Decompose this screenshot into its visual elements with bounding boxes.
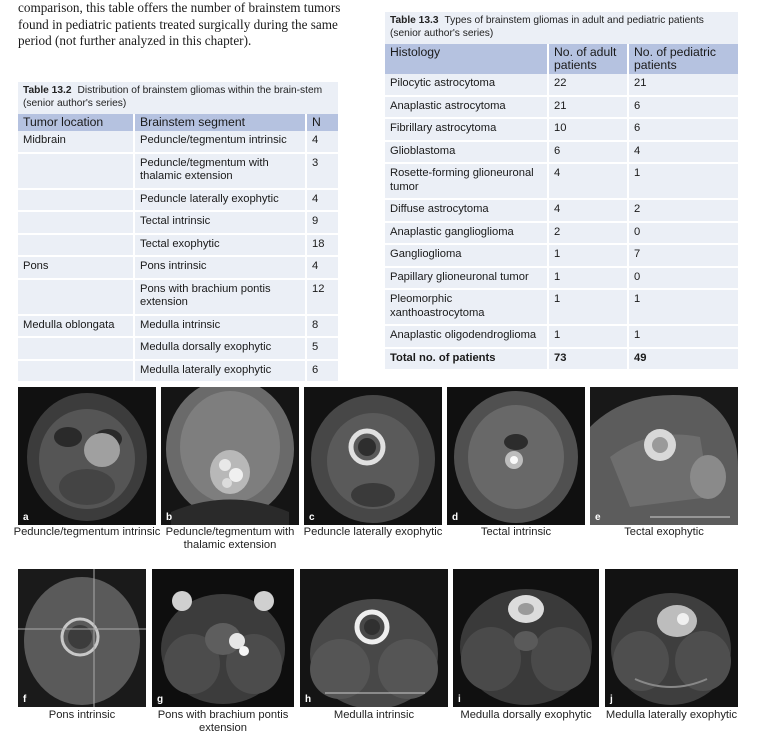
table-row bbox=[385, 199, 738, 222]
mri-image bbox=[447, 387, 585, 525]
figure-panel-b bbox=[161, 387, 299, 551]
table-caption-text: Types of brainstem gliomas in adult and pediatric patients (senior author's series) bbox=[390, 15, 704, 39]
cell-histology: Anaplastic ganglioglioma bbox=[385, 222, 548, 245]
table-row bbox=[385, 267, 738, 290]
panel-letter: h bbox=[305, 694, 312, 705]
cell-segment: Peduncle laterally exophytic bbox=[134, 189, 306, 212]
table-row bbox=[385, 244, 738, 267]
total-pediatric: 49 bbox=[628, 348, 738, 370]
panel-caption: Peduncle/tegmentum with thalamic extension bbox=[165, 526, 295, 551]
panel-letter: i bbox=[458, 694, 461, 705]
cell-location bbox=[18, 189, 134, 212]
cell-pediatric: 21 bbox=[628, 74, 738, 96]
cell-adult: 1 bbox=[548, 244, 628, 267]
table-13-3 bbox=[385, 12, 738, 364]
cell-n: 4 bbox=[306, 256, 338, 279]
cell-adult: 4 bbox=[548, 199, 628, 222]
column-header: No. of adult patients bbox=[548, 44, 628, 74]
cell-adult: 4 bbox=[548, 163, 628, 199]
table-caption bbox=[385, 12, 738, 44]
table-caption bbox=[18, 82, 338, 114]
cell-pediatric: 1 bbox=[628, 325, 738, 348]
panel-caption: Peduncle/tegmentum intrinsic bbox=[13, 526, 161, 538]
cell-adult: 1 bbox=[548, 267, 628, 290]
table-row bbox=[385, 74, 738, 96]
panel-letter: g bbox=[157, 694, 164, 705]
table-row bbox=[385, 118, 738, 141]
mri-image bbox=[161, 387, 299, 525]
figure-panel-j bbox=[605, 569, 738, 721]
figure-panel-e bbox=[590, 387, 738, 538]
table-row bbox=[18, 315, 338, 338]
intro-paragraph bbox=[18, 0, 374, 50]
cell-histology: Diffuse astrocytoma bbox=[385, 199, 548, 222]
total-adult: 73 bbox=[548, 348, 628, 370]
cell-location bbox=[18, 337, 134, 360]
total-label: Total no. of patients bbox=[385, 348, 548, 370]
column-header: Histology bbox=[385, 44, 548, 74]
mri-image bbox=[18, 569, 146, 707]
cell-segment: Peduncle/tegmentum with thalamic extension bbox=[134, 153, 306, 189]
cell-histology: Anaplastic oligodendroglioma bbox=[385, 325, 548, 348]
table-caption-text: Distribution of brainstem gliomas within the brain-stem (senior author's series) bbox=[23, 85, 323, 109]
mri-image bbox=[152, 569, 294, 707]
cell-segment: Medulla dorsally exophytic bbox=[134, 337, 306, 360]
cell-adult: 22 bbox=[548, 74, 628, 96]
figure-panel-d bbox=[447, 387, 585, 538]
figure-panel-h bbox=[300, 569, 448, 721]
figure-panel-f bbox=[18, 569, 146, 721]
cell-histology: Pleomorphic xanthoastrocytoma bbox=[385, 289, 548, 325]
cell-segment: Peduncle/tegmentum intrinsic bbox=[134, 131, 306, 153]
cell-location bbox=[18, 360, 134, 382]
table-row bbox=[385, 325, 738, 348]
table-row bbox=[385, 289, 738, 325]
cell-pediatric: 0 bbox=[628, 267, 738, 290]
table-row bbox=[18, 360, 338, 382]
cell-adult: 21 bbox=[548, 96, 628, 119]
table-row bbox=[385, 141, 738, 164]
cell-pediatric: 7 bbox=[628, 244, 738, 267]
intro-line: period (not further analyzed in this chapter). bbox=[18, 33, 252, 48]
cell-n: 3 bbox=[306, 153, 338, 189]
cell-segment: Medulla laterally exophytic bbox=[134, 360, 306, 382]
cell-segment: Medulla intrinsic bbox=[134, 315, 306, 338]
panel-letter: c bbox=[309, 512, 315, 523]
intro-line: found in pediatric patients treated surgically during the same bbox=[18, 16, 338, 32]
panel-caption: Tectal exophytic bbox=[624, 526, 704, 538]
table-row bbox=[385, 222, 738, 245]
table-row bbox=[18, 211, 338, 234]
cell-n: 18 bbox=[306, 234, 338, 257]
figure-panel-i bbox=[453, 569, 599, 721]
intro-line: comparison, this table offers the number of brainstem tumors bbox=[18, 0, 341, 15]
cell-location bbox=[18, 279, 134, 315]
cell-histology: Glioblastoma bbox=[385, 141, 548, 164]
mri-image bbox=[304, 387, 442, 525]
cell-pediatric: 1 bbox=[628, 289, 738, 325]
cell-location: Pons bbox=[18, 256, 134, 279]
cell-adult: 1 bbox=[548, 289, 628, 325]
table-total-row bbox=[385, 348, 738, 370]
cell-pediatric: 1 bbox=[628, 163, 738, 199]
mri-image bbox=[453, 569, 599, 707]
cell-n: 6 bbox=[306, 360, 338, 382]
cell-adult: 1 bbox=[548, 325, 628, 348]
cell-n: 4 bbox=[306, 189, 338, 212]
column-header: Brainstem segment bbox=[134, 114, 306, 131]
cell-n: 4 bbox=[306, 131, 338, 153]
figure-panel-a bbox=[13, 387, 161, 538]
panel-caption: Peduncle laterally exophytic bbox=[303, 526, 443, 538]
panel-caption: Medulla intrinsic bbox=[333, 709, 415, 721]
cell-n: 12 bbox=[306, 279, 338, 315]
table-row bbox=[18, 337, 338, 360]
panel-caption: Tectal intrinsic bbox=[480, 526, 552, 538]
table-row bbox=[18, 234, 338, 257]
panel-caption: Pons with brachium pontis extension bbox=[157, 709, 289, 734]
figure-panel-g bbox=[152, 569, 294, 734]
cell-location bbox=[18, 211, 134, 234]
cell-n: 5 bbox=[306, 337, 338, 360]
cell-pediatric: 0 bbox=[628, 222, 738, 245]
mri-image bbox=[18, 387, 156, 525]
panel-caption: Medulla laterally exophytic bbox=[605, 709, 738, 721]
table-number: Table 13.3 bbox=[390, 15, 439, 26]
cell-pediatric: 6 bbox=[628, 118, 738, 141]
table-row bbox=[385, 96, 738, 119]
panel-letter: d bbox=[452, 512, 459, 523]
mri-image bbox=[300, 569, 448, 707]
cell-segment: Tectal intrinsic bbox=[134, 211, 306, 234]
cell-adult: 2 bbox=[548, 222, 628, 245]
cell-histology: Anaplastic astrocytoma bbox=[385, 96, 548, 119]
cell-segment: Pons with brachium pontis extension bbox=[134, 279, 306, 315]
cell-pediatric: 6 bbox=[628, 96, 738, 119]
column-header: No. of pediatric patients bbox=[628, 44, 738, 74]
cell-pediatric: 4 bbox=[628, 141, 738, 164]
table-13-2 bbox=[18, 82, 338, 376]
table-row bbox=[18, 256, 338, 279]
cell-histology: Pilocytic astrocytoma bbox=[385, 74, 548, 96]
cell-adult: 6 bbox=[548, 141, 628, 164]
cell-histology: Rosette-forming glioneuronal tumor bbox=[385, 163, 548, 199]
cell-n: 8 bbox=[306, 315, 338, 338]
table-number: Table 13.2 bbox=[23, 85, 72, 96]
cell-location: Medulla oblongata bbox=[18, 315, 134, 338]
cell-location bbox=[18, 234, 134, 257]
cell-location bbox=[18, 153, 134, 189]
panel-letter: e bbox=[595, 512, 601, 523]
table-row bbox=[18, 131, 338, 153]
table-row bbox=[385, 163, 738, 199]
panel-letter: f bbox=[23, 694, 27, 705]
table-row bbox=[18, 153, 338, 189]
figure-panel-c bbox=[303, 387, 443, 538]
table-row bbox=[18, 279, 338, 315]
cell-pediatric: 2 bbox=[628, 199, 738, 222]
cell-segment: Tectal exophytic bbox=[134, 234, 306, 257]
panel-caption: Medulla dorsally exophytic bbox=[460, 709, 592, 721]
cell-segment: Pons intrinsic bbox=[134, 256, 306, 279]
table-row bbox=[18, 189, 338, 212]
column-header: Tumor location bbox=[18, 114, 134, 131]
cell-histology: Ganglioglioma bbox=[385, 244, 548, 267]
cell-histology: Papillary glioneuronal tumor bbox=[385, 267, 548, 290]
column-header: N bbox=[306, 114, 338, 131]
mri-image bbox=[590, 387, 738, 525]
panel-letter: a bbox=[23, 512, 29, 523]
cell-n: 9 bbox=[306, 211, 338, 234]
cell-location: Midbrain bbox=[18, 131, 134, 153]
cell-adult: 10 bbox=[548, 118, 628, 141]
mri-image bbox=[605, 569, 738, 707]
panel-letter: j bbox=[610, 694, 613, 705]
cell-histology: Fibrillary astrocytoma bbox=[385, 118, 548, 141]
panel-letter: b bbox=[166, 512, 173, 523]
panel-caption: Pons intrinsic bbox=[48, 709, 116, 721]
